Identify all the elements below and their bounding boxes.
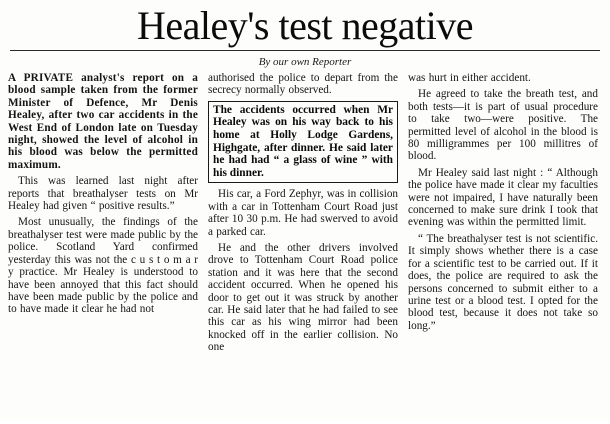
paragraph: Most unusually, the findings of the breathalyser test were made public by the police. Scotland Yard confirmed yesterday this was not the c u s t o m a r y practice. Mr Healey is understood to have been annoyed that this fact should have been made public by the police and to have made it clear he had not [8, 216, 198, 316]
paragraph: His car, a Ford Zephyr, was in collision with a car in Tottenham Court Road just after 10 30 p.m. He had swerved to avoid a parked car. [208, 188, 399, 238]
paragraph: “ The breathalyser test is not scientific. It simply shows whether there is a case for a scientific test to be carried out. If it does, the police are required to ask the persons concerned to submit either to a urine test or a blood test. I opted for the blood test, because it does not take so long.” [408, 232, 598, 332]
highlight-box: The accidents occurred when Mr Healey was on his way back to his home at Holly Lodge Gardens, Highgate, after dinner. He said later he had had “ a glass of wine ” with his dinner. [208, 101, 398, 184]
headline-divider [10, 50, 600, 51]
page-title: Healey's test negative [136, 3, 474, 48]
paragraph: was hurt in either accident. [408, 72, 531, 84]
paragraph: He and the other drivers involved drove to Tottenham Court Road police station and it was here that the second accident occurred. When he opened his door to get out it was struck by another car. He said later that he had failed to see this car as his wing mirror had been knocked off in the earlier collision. No one [208, 242, 398, 354]
paragraph-lead: A PRIVATE analyst's report on a blood sample taken from the former Minister of Defence, Mr Denis Healey, after two car accidents in the West End of London late on Tuesday night, showed the level of alcohol in his blood was below the permitted maximum. [8, 72, 198, 171]
paragraph: He agreed to take the breath test, and both tests—it is part of usual procedure to take two—were positive. The permitted level of alcohol in the blood is 80 milligrammes per 100 millitres of blood. [408, 88, 598, 163]
column-2 [208, 72, 398, 424]
paragraph: authorised the police to depart from the secrecy normally observed. [208, 72, 398, 97]
paragraph: This was learned last night after reports that breathalyser tests on Mr Healey had given “ positive results.” [8, 175, 198, 213]
paragraph: Mr Healey said last night : “ Although the police have made it clear my faculties were not impaired, I have naturally been concerned to make sure drink I took that evening was within the permitted limit. [408, 166, 598, 229]
article-columns [8, 72, 602, 424]
byline: By our own Reporter [258, 56, 352, 68]
column-3 [408, 72, 598, 424]
column-1 [8, 72, 198, 424]
